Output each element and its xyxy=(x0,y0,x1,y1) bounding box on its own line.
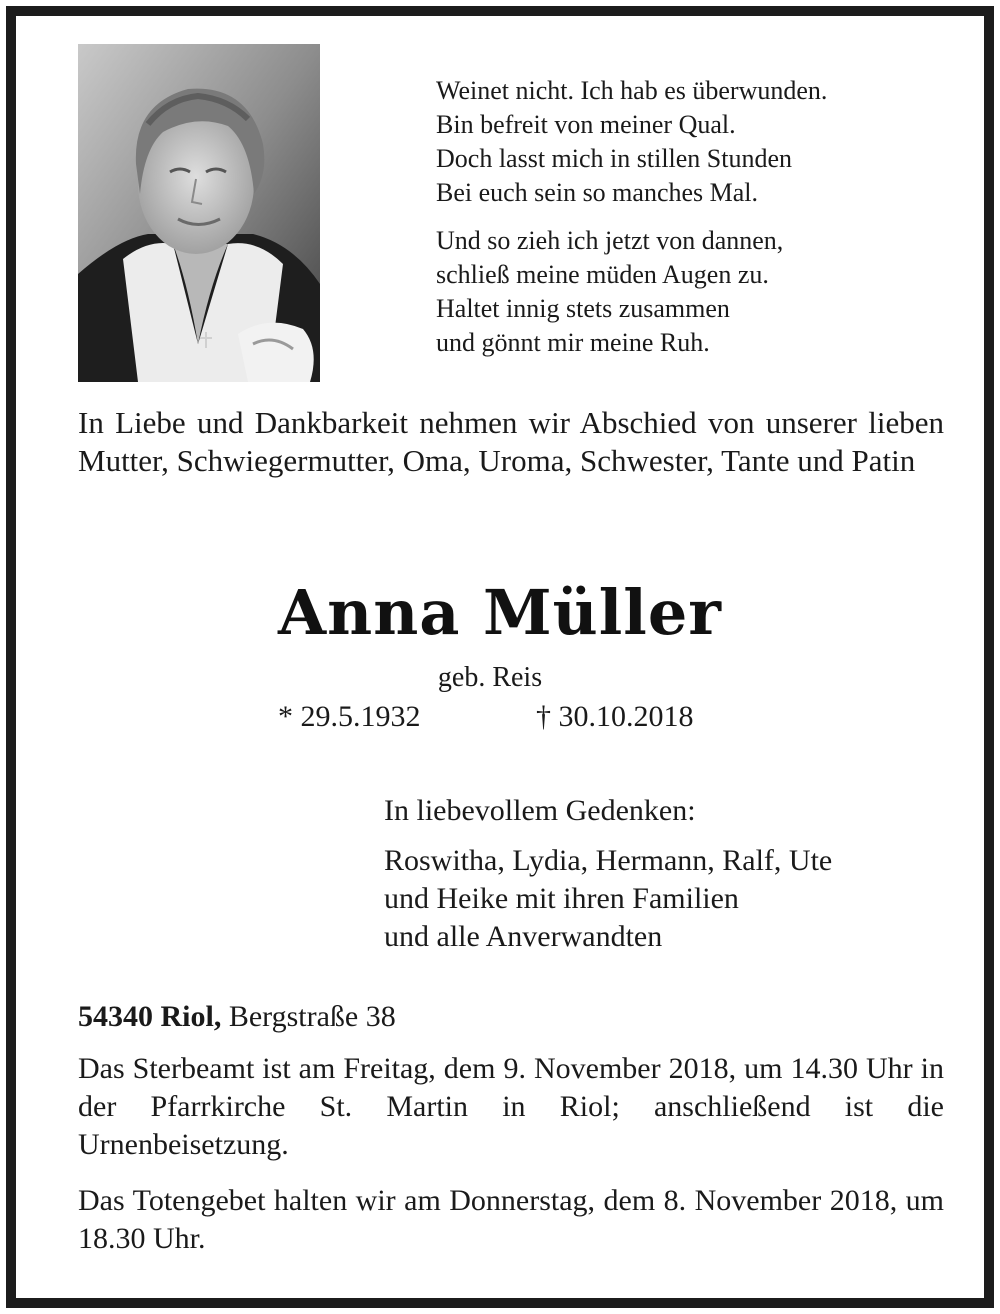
mourners-block xyxy=(384,792,964,956)
portrait-photo xyxy=(78,44,320,382)
poem-line: und gönnt mir meine Ruh. xyxy=(436,328,710,357)
address-city: 54340 Riol, xyxy=(78,1000,222,1033)
life-dates xyxy=(278,700,758,734)
poem-stanza-2 xyxy=(436,224,956,360)
poem-line: Bin befreit von meiner Qual. xyxy=(436,110,736,139)
poem-line: Und so zieh ich jetzt von dannen, xyxy=(436,226,784,255)
poem-stanza-1 xyxy=(436,74,956,210)
address xyxy=(78,1000,396,1034)
maiden-name: geb. Reis xyxy=(437,662,543,693)
deceased-name: Anna Müller xyxy=(278,576,722,649)
poem-line: schließ meine müden Augen zu. xyxy=(436,260,769,289)
poem-line: Doch lasst mich in stillen Stunden xyxy=(436,144,793,173)
poem-line: Haltet innig stets zusammen xyxy=(436,294,730,323)
poem-line: Weinet nicht. Ich hab es überwunden. xyxy=(436,76,828,105)
address-street: Bergstraße 38 xyxy=(228,1000,396,1033)
mourners-line: Roswitha, Lydia, Hermann, Ralf, Ute xyxy=(384,844,833,877)
poem-line: Bei euch sein so manches Mal. xyxy=(436,178,759,207)
poem xyxy=(436,74,956,374)
mourners-line: und alle Anverwandten xyxy=(384,920,663,953)
mourners-heading: In liebevollem Gedenken: xyxy=(384,794,696,827)
obituary-notice xyxy=(6,6,994,1308)
mourners-line: und Heike mit ihren Familien xyxy=(384,882,739,915)
requiem-info: Das Sterbeamt ist am Freitag, dem 9. November 2018, um 14.30 Uhr in der Pfarrkirche St. Martin in Riol; anschließend ist die Urnenbeisetzung. xyxy=(78,1052,944,1161)
death-date: † 30.10.2018 xyxy=(536,700,694,733)
farewell-intro: In Liebe und Dankbarkeit nehmen wir Abschied von unserer lieben Mutter, Schwiegermutter, Oma, Uroma, Schwester, Tante und Patin xyxy=(78,405,944,478)
prayer-info: Das Totengebet halten wir am Donnerstag, dem 8. November 2018, um 18.30 Uhr. xyxy=(78,1184,944,1255)
birth-date: * 29.5.1932 xyxy=(278,700,421,733)
